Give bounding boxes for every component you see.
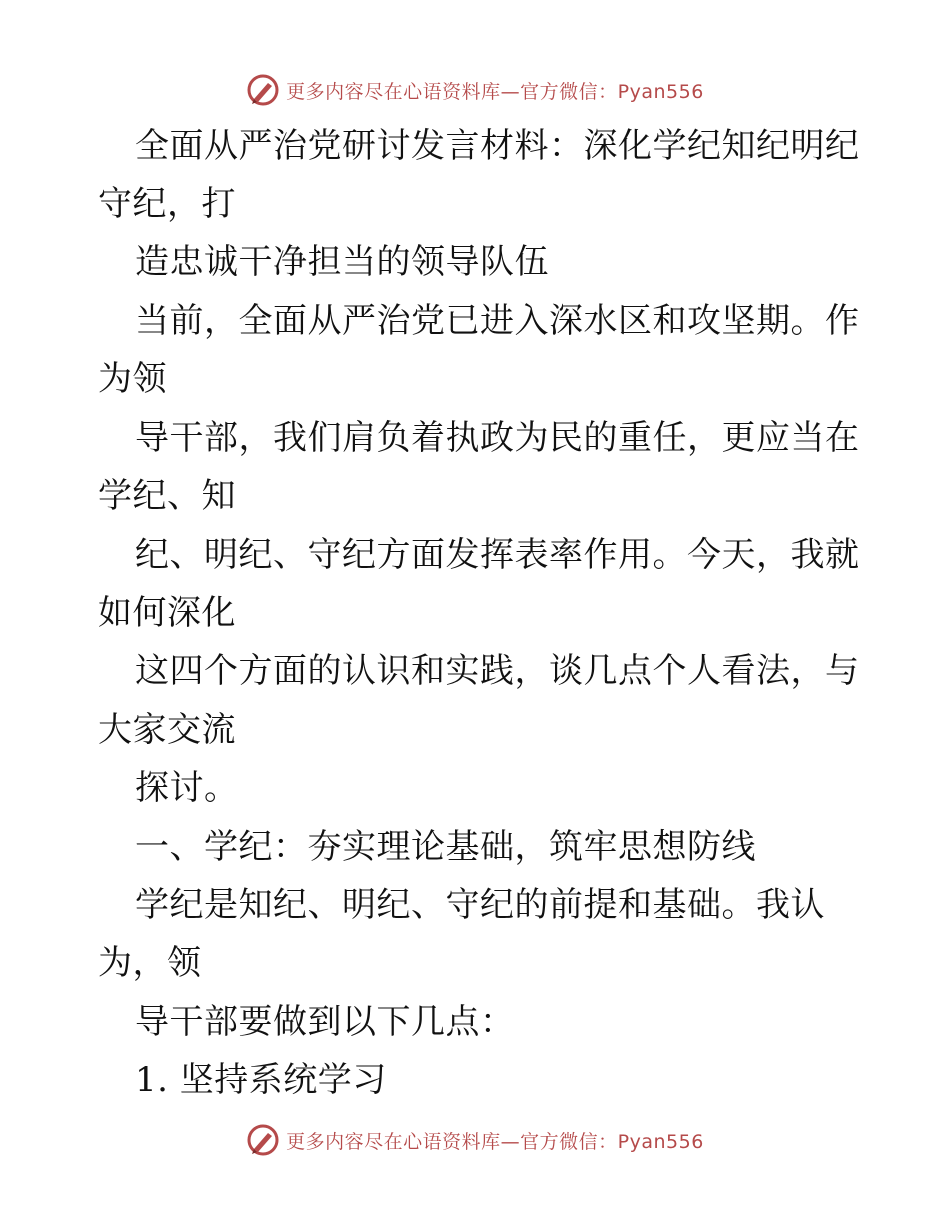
section-heading: 一、学纪：夯实理论基础，筑牢思想防线 bbox=[135, 827, 756, 867]
doc-line: 这四个方面的认识和实践，谈几点个人看法，与 bbox=[135, 651, 860, 691]
doc-line: 探讨。 bbox=[135, 768, 239, 808]
watermark-text: 更多内容尽在心语资料库—官方微信：Pyan556 bbox=[286, 80, 704, 103]
doc-line: 学纪是知纪、明纪、守纪的前提和基础。我认 bbox=[135, 885, 825, 925]
pen-logo-icon bbox=[246, 73, 280, 107]
doc-line: 造忠诚干净担当的领导队伍 bbox=[135, 242, 549, 282]
doc-line: 导干部要做到以下几点： bbox=[135, 1002, 515, 1042]
doc-line: 为领 bbox=[98, 359, 167, 399]
footer-watermark bbox=[0, 1120, 950, 1160]
doc-line: 学纪、知 bbox=[98, 476, 236, 516]
doc-line: 当前，全面从严治党已进入深水区和攻坚期。作 bbox=[135, 301, 860, 341]
doc-line: 大家交流 bbox=[98, 710, 236, 750]
watermark-text: 更多内容尽在心语资料库—官方微信：Pyan556 bbox=[286, 1130, 704, 1153]
doc-line: 守纪，打 bbox=[98, 184, 236, 224]
header-watermark bbox=[0, 70, 950, 110]
pen-logo-icon bbox=[246, 1123, 280, 1157]
doc-line: 纪、明纪、守纪方面发挥表率作用。今天，我就 bbox=[135, 535, 860, 575]
doc-line: 如何深化 bbox=[98, 593, 236, 633]
doc-line: 全面从严治党研讨发言材料：深化学纪知纪明纪 bbox=[135, 126, 860, 166]
doc-line: 导干部，我们肩负着执政为民的重任，更应当在 bbox=[135, 418, 860, 458]
subsection-heading: 1. 坚持系统学习 bbox=[135, 1060, 387, 1100]
doc-line: 为，领 bbox=[98, 943, 202, 983]
